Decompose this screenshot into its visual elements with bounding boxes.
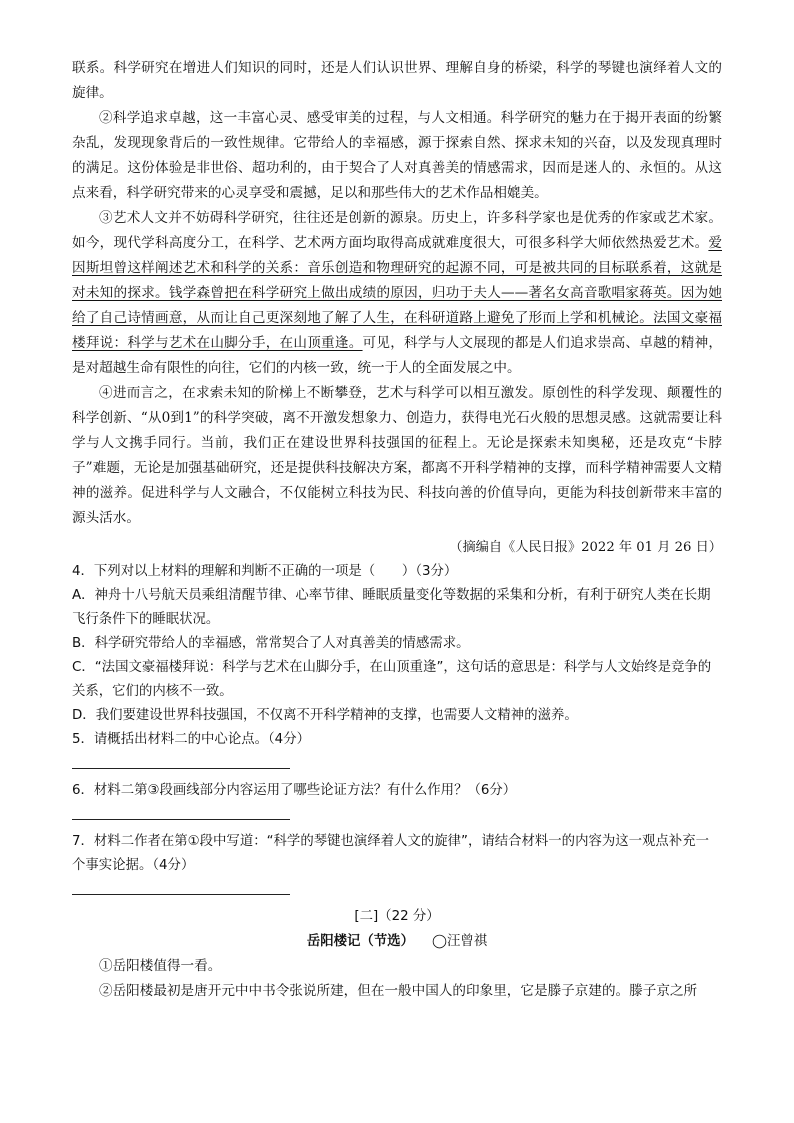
passage-paragraph-3 [72, 206, 722, 381]
paragraph-3-underlined: 爱因斯坦曾这样阐述艺术和科学的关系：音乐创造和物理研究的起源不同，可是被共同的目标联系着，这就是对未知的探求。钱学森曾把在科学研究上做出成绩的原因，归功于夫人——著名女高音歌唱家蒋英。因为她给了自己诗情画意，从而让自己更深刻地了解了人生，在科研道路上避免了形而上学和机械论。法国文豪福楼拜说：科学与艺术在山脚分手，在山顶重逢。 [72, 235, 722, 351]
passage-source: （摘编自《人民日报》2022 年 01 月 26 日） [449, 540, 722, 555]
question-4-option-d: D．我们要建设世界科技强国，不仅离不开科学精神的支撑，也需要人文精神的滋养。 [72, 708, 578, 723]
question-7: 7．材料二作者在第①段中写道：“科学的琴键也演绎着人文的旋律”，请结合材料一的内容为这一观点补充一个事实论据。（4分） [72, 834, 709, 873]
essay-author: ◯汪曾祺 [431, 934, 488, 949]
paragraph-3-conclusion: 可见，科学与人文展现的都是人们追求崇高、卓越的精神，是对超越生命有限性的向往，它们的内核一致，统一于人的全面发展之中。 [72, 335, 723, 376]
essay-title-text: 岳阳楼记（节选） [306, 933, 414, 949]
answer-line-6[interactable] [72, 803, 290, 820]
question-4-option-c: C．“法国文豪福楼拜说：科学与艺术在山脚分手，在山顶重逢”，这句话的意思是：科学与人文始终是竞争的关系，它们的内核不一致。 [72, 660, 712, 699]
essay-paragraph-1: ①岳阳楼值得一看。 [99, 958, 222, 974]
passage-paragraph-1-tail: 联系。科学研究在增进人们知识的同时，还是人们认识世界、理解自身的桥梁，科学的琴键也演绎着人文的旋律。 [72, 60, 722, 101]
passage-paragraph-4: ④进而言之，在求索未知的阶梯上不断攀登，艺术与科学可以相互激发。原创性的科学发现、颠覆性的科学创新、“从0到1”的科学突破，离不开激发想象力、创造力，获得电光石火般的思想灵感。这就需要让科学与人文携手同行。当前，我们正在建设世界科技强国的征程上。无论是探索未知奥秘，还是攻克“卡脖子”难题，无论是加强基础研究，还是提供科技解决方案，都离不开科学精神的支撑，而科学精神需要人文精神的滋养。促进科学与人文融合，不仅能树立科技为民、科技向善的价值导向，更能为科技创新带来丰富的源头活水。 [72, 385, 722, 526]
essay-title [72, 929, 722, 954]
question-5: 5．请概括出材料二的中心论点。（4分） [72, 732, 310, 747]
section-2-heading: [二]（22 分） [354, 909, 440, 924]
essay-paragraph-2: ②岳阳楼最初是唐开元中中书令张说所建，但在一般中国人的印象里，它是滕子京建的。滕子京之所 [99, 983, 698, 999]
exam-page [72, 56, 722, 1004]
question-6: 6．材料二第③段画线部分内容运用了哪些论证方法？有什么作用？（6分） [72, 783, 517, 798]
answer-line-5[interactable] [72, 752, 290, 769]
answer-line-7[interactable] [72, 878, 290, 895]
paragraph-3-intro: ③艺术人文并不妨碍科学研究，往往还是创新的源泉。历史上，许多科学家也是优秀的作家或艺术家。如今，现代学科高度分工，在科学、艺术两方面均取得高成就难度很大，可很多科学大师依然热爱艺术。 [72, 210, 722, 251]
passage-paragraph-2: ②科学追求卓越，这一丰富心灵、感受审美的过程，与人文相通。科学研究的魅力在于揭开表面的纷繁杂乱，发现现象背后的一致性规律。它带给人的幸福感，源于探索自然、探求未知的兴奋，以及发现真理时的满足。这份体验是非世俗、超功利的，由于契合了人对真善美的情感需求，因而是迷人的、永恒的。从这点来看，科学研究带来的心灵享受和震撼，足以和那些伟大的艺术作品相媲美。 [72, 110, 722, 201]
question-4-option-b: B．科学研究带给人的幸福感，常常契合了人对真善美的情感需求。 [72, 636, 470, 651]
question-4-option-a: A．神舟十八号航天员乘组清醒节律、心率节律、睡眠质量变化等数据的采集和分析，有利于研究人类在长期飞行条件下的睡眠状况。 [72, 588, 711, 627]
question-4: 4．下列对以上材料的理解和判断不正确的一项是（ ）（3分） [72, 564, 458, 579]
